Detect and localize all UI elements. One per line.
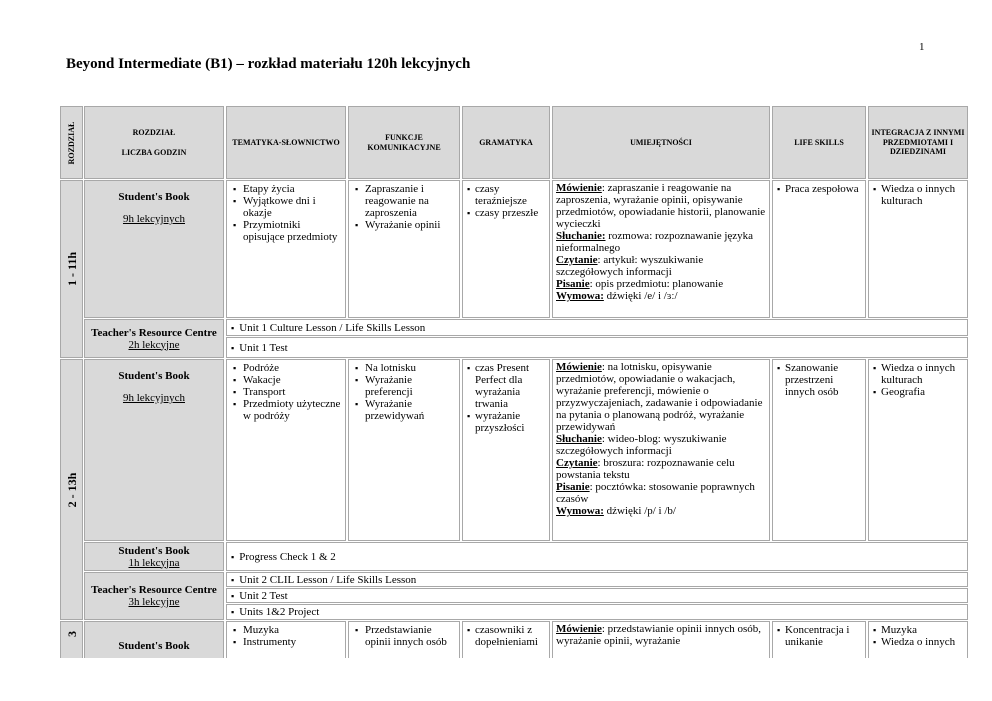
unit-2-trc-row-1: [226, 572, 968, 587]
unit-2-life-skills-list: [773, 360, 865, 398]
unit-1-source: [84, 180, 224, 318]
list-item: ▪ Wiedza o innych: [872, 636, 964, 648]
skill-text: : pocztówka: stosowanie poprawnych czasów: [556, 481, 755, 505]
unit-1-trc-row-1: [226, 319, 968, 336]
unit-3-umiejetnosci: [552, 621, 770, 658]
list-item: ▪ Wyrażanie przewidywań: [352, 398, 456, 422]
unit-1-trc-hours: 2h lekcyjne: [128, 338, 180, 351]
header-umiejetnosci-text: UMIEJĘTNOŚCI: [630, 137, 692, 147]
unit-1-trc-row-1-text: Unit 1 Culture Lesson / Life Skills Lesson: [239, 321, 426, 334]
skill-text: : na lotnisku, opisywanie przedmiotów, opowiadanie o wakacjach, wyrażanie preferencji, mówienie o przyzwyczajeniach, zadawanie i odpowiadanie na pytania o planowaną podróż, wyrażanie przewidywań: [556, 361, 763, 433]
unit-2-trc-hours: 3h lekcyjne: [128, 596, 180, 608]
skill-text: : opis przedmiotu: planowanie: [589, 278, 724, 290]
unit-2-gramatyka: [462, 359, 550, 541]
list-item: ▪ Instrumenty: [230, 636, 342, 648]
skill-key: Wymowa:: [556, 505, 604, 517]
unit-3-funkcje: [348, 621, 460, 658]
skill-text: dźwięki /p/ i /b/: [603, 505, 676, 517]
unit-1-gramatyka: [462, 180, 550, 318]
unit-1-trc-row-2: [226, 337, 968, 358]
unit-1-trc-row-2-text: Unit 1 Test: [239, 341, 288, 354]
unit-2-trc-row-3-text: Units 1&2 Project: [239, 606, 320, 618]
unit-2-tematyka: [226, 359, 346, 541]
skill-key: Słuchanie: [556, 433, 602, 445]
skill-text: rozmowa: rozpoznawanie języka nieformalnego: [556, 230, 754, 254]
unit-2-progress-hours: 1h lekcyjna: [128, 556, 180, 569]
unit-3-integracja-list: [869, 622, 967, 648]
list-item: ▪ Zapraszanie i reagowanie na zaproszenia: [352, 183, 456, 219]
list-item: ▪ Wyrażanie preferencji: [352, 374, 456, 398]
list-item: ▪ Wiedza o innych kulturach: [872, 183, 964, 207]
unit-2-funkcje: [348, 359, 460, 541]
unit-1-integracja: [868, 180, 968, 318]
skill-key: Pisanie: [556, 481, 590, 493]
skill-text: : wideo-blog: wyszukiwanie szczegółowych informacji: [556, 433, 727, 457]
skill-entry: [556, 481, 766, 505]
list-item: ▪ Wiedza o innych kulturach: [872, 362, 964, 386]
unit-1-life-skills: [772, 180, 866, 318]
bullet-icon: ▪: [231, 574, 235, 585]
skill-text: : broszura: rozpoznawanie celu powstania tekstu: [556, 457, 735, 481]
list-item: ▪ czasy przeszłe: [466, 207, 546, 219]
unit-1-trc-source-name: Teacher's Resource Centre: [91, 326, 217, 339]
header-tematyka: [226, 106, 346, 179]
list-item: ▪ czasy teraźniejsze: [466, 183, 546, 207]
unit-2-umiejetnosci: [552, 359, 770, 541]
unit-1-tematyka-list: [227, 181, 345, 243]
skill-entry: [556, 623, 766, 647]
list-item: ▪ Wyjątkowe dni i okazje: [230, 195, 342, 219]
header-integracja: [868, 106, 968, 179]
skill-key: Wymowa:: [556, 290, 604, 302]
list-item: ▪ Koncentracja i unikanie: [776, 624, 862, 648]
unit-2-funkcje-list: [349, 360, 459, 422]
unit-2-trc-row-2: [226, 588, 968, 603]
unit-1-label: 1 - 11h: [64, 251, 79, 287]
unit-2-trc-row-2-text: Unit 2 Test: [239, 589, 288, 602]
skill-text: : artykuł: wyszukiwanie szczegółowych informacji: [556, 254, 704, 278]
skill-entry: [556, 457, 766, 481]
unit-1-trc-source: [84, 319, 224, 358]
header-rozdzial-vertical-text: ROZDZIAŁ: [66, 121, 76, 164]
skill-entry: [556, 505, 766, 517]
unit-2-label: 2 - 13h: [64, 472, 79, 507]
unit-2-trc-source: [84, 572, 224, 620]
skill-entry: [556, 230, 766, 254]
list-item: ▪ Praca zespołowa: [776, 183, 862, 195]
unit-1-label-cell: [60, 180, 83, 358]
bullet-icon: ▪: [231, 590, 235, 601]
skill-text: : zapraszanie i reagowanie na zaproszenia, wyrażanie opinii, opisywanie przedmiotów, opowiadanie historii, planowanie wycieczki: [556, 182, 766, 230]
unit-2-integracja: [868, 359, 968, 541]
unit-2-source: [84, 359, 224, 541]
skill-key: Mówienie: [556, 182, 602, 194]
unit-1-life-skills-list: [773, 181, 865, 195]
unit-1-gramatyka-list: [463, 181, 549, 219]
skill-key: Mówienie: [556, 361, 602, 373]
list-item: ▪ wyrażanie przyszłości: [466, 410, 546, 434]
unit-3-gramatyka: [462, 621, 550, 658]
unit-3-source-name: Student's Book: [118, 640, 190, 652]
header-gramatyka-text: GRAMATYKA: [479, 137, 533, 147]
list-item: ▪ Szanowanie przestrzeni innych osób: [776, 362, 862, 398]
skill-key: Słuchanie:: [556, 230, 606, 242]
unit-2-label-cell: [60, 359, 83, 620]
unit-3-funkcje-list: [349, 622, 459, 648]
header-integracja-text: INTEGRACJA Z INNYMI PRZEDMIOTAMI I DZIEDZINAMI: [871, 128, 965, 157]
unit-1-integracja-list: [869, 181, 967, 207]
list-item: ▪ Wyrażanie opinii: [352, 219, 456, 231]
list-item: ▪ Muzyka: [872, 624, 964, 636]
list-item: ▪ Transport: [230, 386, 342, 398]
unit-1-source-name: Student's Book: [118, 191, 190, 203]
list-item: ▪ Muzyka: [230, 624, 342, 636]
unit-2-trc-source-name: Teacher's Resource Centre: [91, 584, 217, 596]
skill-entry: [556, 361, 766, 433]
unit-1-funkcje-list: [349, 181, 459, 231]
header-tematyka-text: TEMATYKA-SŁOWNICTWO: [232, 137, 340, 147]
unit-2-life-skills: [772, 359, 866, 541]
skill-entry: [556, 433, 766, 457]
unit-2-integracja-list: [869, 360, 967, 398]
header-rozdzial: [84, 106, 224, 179]
skill-entry: [556, 290, 766, 302]
header-umiejetnosci: [552, 106, 770, 179]
skill-text: : przedstawianie opinii innych osób, wyrażanie opinii, wyrażanie: [556, 623, 761, 647]
unit-2-trc-row-3: [226, 604, 968, 620]
unit-2-hours: 9h lekcyjnych: [122, 392, 185, 404]
list-item: ▪ czas Present Perfect dla wyrażania trwania: [466, 362, 546, 410]
list-item: ▪ Przymiotniki opisujące przedmioty: [230, 219, 342, 243]
unit-3-gramatyka-list: [463, 622, 549, 648]
unit-2-gramatyka-list: [463, 360, 549, 434]
unit-2-progress-source: [84, 542, 224, 571]
unit-2-progress-source-name: Student's Book: [118, 544, 190, 557]
skill-entry: [556, 254, 766, 278]
header-funkcje-text: FUNKCJE KOMUNIKACYJNE: [367, 133, 441, 152]
list-item: ▪ Przedmioty użyteczne w podróży: [230, 398, 342, 422]
list-item: ▪ Przedstawianie opinii innych osób: [352, 624, 456, 648]
skill-key: Mówienie: [556, 623, 602, 635]
unit-2-progress-row: [226, 542, 968, 571]
skill-key: Pisanie: [556, 278, 590, 290]
list-item: ▪ Wakacje: [230, 374, 342, 386]
unit-1-hours: 9h lekcyjnych: [122, 213, 185, 225]
skill-entry: [556, 182, 766, 230]
list-item: ▪ Geografia: [872, 386, 964, 398]
unit-1-umiejetnosci: [552, 180, 770, 318]
skill-key: Czytanie: [556, 457, 598, 469]
unit-3-life-skills-list: [773, 622, 865, 648]
unit-2-progress-text: Progress Check 1 & 2: [239, 550, 336, 563]
document-title: Beyond Intermediate (B1) – rozkład materiału 120h lekcyjnych: [66, 56, 471, 72]
header-gramatyka: [462, 106, 550, 179]
header-liczba-godzin-text: LICZBA GODZIN: [121, 147, 187, 157]
unit-3-label: 3: [64, 631, 79, 637]
header-rozdzial-text: ROZDZIAŁ: [132, 128, 176, 137]
skill-text: dźwięki /e/ i /ɜː/: [603, 290, 678, 302]
list-item: ▪ czasowniki z dopełnieniami: [466, 624, 546, 648]
unit-1-tematyka: [226, 180, 346, 318]
unit-2-tematyka-list: [227, 360, 345, 422]
unit-3-tematyka-list: [227, 622, 345, 648]
list-item: ▪ Etapy życia: [230, 183, 342, 195]
list-item: ▪ Na lotnisku: [352, 362, 456, 374]
unit-2-source-name: Student's Book: [118, 370, 190, 382]
unit-3-label-cell: [60, 621, 83, 658]
skill-entry: [556, 278, 766, 290]
skill-key: Czytanie: [556, 254, 598, 266]
list-item: ▪ Podróże: [230, 362, 342, 374]
syllabus-table: [60, 106, 970, 658]
header-funkcje: [348, 106, 460, 179]
unit-1-funkcje: [348, 180, 460, 318]
header-rozdzial-vertical: [60, 106, 83, 179]
header-life-skills-text: LIFE SKILLS: [794, 137, 844, 147]
bullet-icon: ▪: [231, 342, 235, 353]
unit-3-life-skills: [772, 621, 866, 658]
unit-3-integracja: [868, 621, 968, 658]
unit-2-trc-row-1-text: Unit 2 CLIL Lesson / Life Skills Lesson: [239, 573, 417, 586]
bullet-icon: ▪: [231, 607, 235, 617]
unit-3-tematyka: [226, 621, 346, 658]
bullet-icon: ▪: [231, 551, 235, 562]
page-number: 1: [919, 41, 925, 53]
unit-3-source: [84, 621, 224, 658]
header-life-skills: [772, 106, 866, 179]
bullet-icon: ▪: [231, 322, 235, 333]
